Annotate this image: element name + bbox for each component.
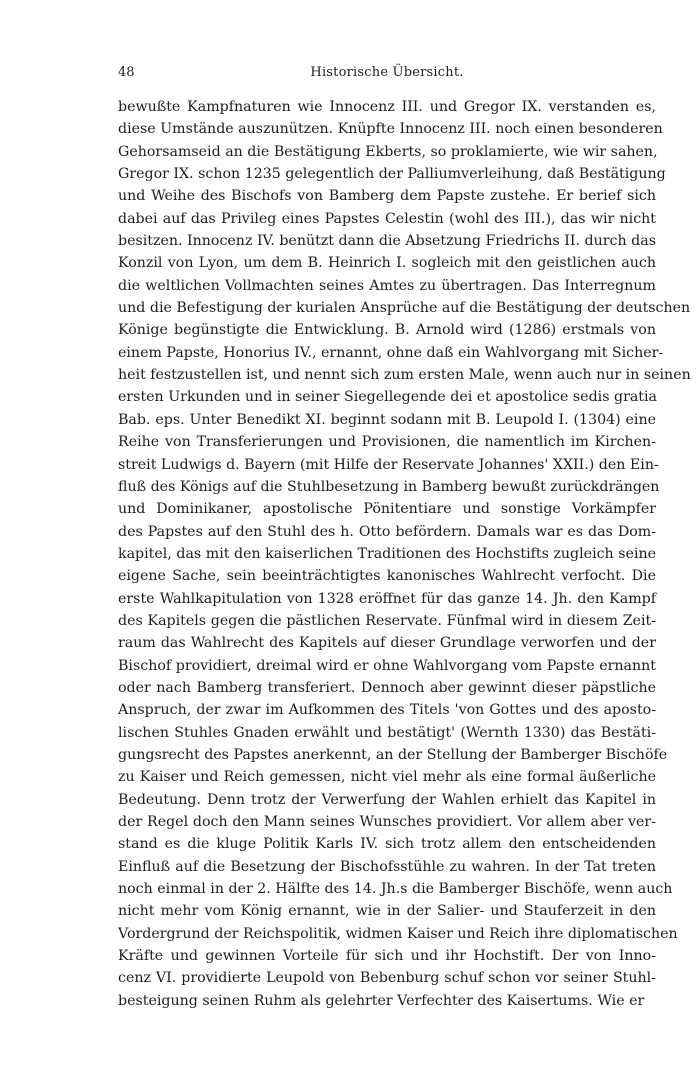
text-line: Gregor IX. schon 1235 gelegentlich der Palliumverleihung, daß Bestätigung [118, 166, 666, 183]
text-line: diese Umstände auszunützen. Knüpfte Innocenz III. noch einen besonderen [118, 121, 663, 138]
text-line: Anspruch, der zwar im Aufkommen des Titels 'von Gottes und des aposto- [118, 702, 656, 719]
text-line: noch einmal in der 2. Hälfte des 14. Jh.s die Bamberger Bischöfe, wenn auch [118, 881, 673, 898]
text-line: nicht mehr vom König ernannt, wie in der Salier- und Stauferzeit in den [118, 903, 656, 920]
text-line: dabei auf das Privileg eines Papstes Celestin (wohl des III.), das wir nicht [118, 210, 656, 227]
body-text [118, 96, 691, 1012]
text-line: eigene Sache, sein beeinträchtigtes kanonisches Wahlrecht verfocht. Die [118, 568, 656, 585]
text-line: Bedeutung. Denn trotz der Verwerfung der Wahlen erhielt das Kapitel in [118, 791, 656, 808]
text-line: zu Kaiser und Reich gemessen, nicht viel mehr als eine formal äußerliche [118, 769, 656, 786]
text-line: Konzil von Lyon, um dem B. Heinrich I. sogleich mit den geistlichen auch [118, 255, 656, 272]
text-line: oder nach Bamberg transferiert. Dennoch aber gewinnt dieser päpstliche [118, 679, 656, 696]
text-line: cenz VI. providierte Leupold von Bebenburg schuf schon vor seiner Stuhl- [118, 970, 656, 987]
page-number: 48 [118, 65, 135, 80]
text-line: gungsrecht des Papstes anerkennt, an der Stellung der Bamberger Bischöfe [118, 746, 668, 763]
text-line: stand es die kluge Politik Karls IV. sich trotz allem den entscheidenden [118, 836, 656, 853]
text-line: erste Wahlkapitulation von 1328 eröffnet für das ganze 14. Jh. den Kampf [118, 590, 656, 607]
text-line: und die Befestigung der kurialen Ansprüche auf die Bestätigung der deutschen [118, 300, 691, 317]
text-line: ersten Urkunden und in seiner Siegellegende dei et apostolice sedis gratia [118, 389, 658, 406]
text-line: Bab. eps. Unter Benedikt XI. beginnt sodann mit B. Leupold I. (1304) eine [118, 411, 656, 428]
text-line: raum das Wahlrecht des Kapitels auf dieser Grundlage verworfen und der [118, 635, 656, 652]
text-line: Vordergrund der Reichspolitik, widmen Kaiser und Reich ihre diplomatischen [118, 925, 678, 942]
text-line: lischen Stuhles Gnaden erwählt und bestätigt' (Wernth 1330) das Bestäti- [118, 724, 656, 741]
text-line: heit festzustellen ist, und nennt sich zum ersten Male, wenn auch nur in seinen [118, 367, 691, 384]
text-line: bewußte Kampfnaturen wie Innocenz III. und Gregor IX. verstanden es, [118, 99, 656, 115]
text-line: der Regel doch den Mann seines Wunsches providiert. Vor allem aber ver- [118, 814, 656, 830]
text-line: Kräfte und gewinnen Vorteile für sich und ihr Hochstift. Der von Inno- [118, 948, 656, 965]
text-line: des Kapitels gegen die pästlichen Reservate. Fünfmal wird in diesem Zeit- [118, 612, 656, 629]
text-line: Gehorsamseid an die Bestätigung Ekberts, so proklamierte, wie wir sahen, [118, 143, 658, 160]
text-line: Einfluß auf die Besetzung der Bischofsstühle zu wahren. In der Tat treten [118, 858, 656, 875]
text-line: besitzen. Innocenz IV. benützt dann die Absetzung Friedrichs II. durch das [118, 233, 656, 250]
text-line: Bischof providiert, dreimal wird er ohne Wahlvorgang vom Papste ernannt [118, 657, 656, 674]
running-head: Historische Übersicht. [310, 65, 464, 80]
text-line: Reihe von Transferierungen und Provisionen, die namentlich im Kirchen- [118, 434, 656, 451]
text-line: und Weihe des Bischofs von Bamberg dem Papste zustehe. Er berief sich [118, 188, 656, 205]
text-line: einem Papste, Honorius IV., ernannt, ohne daß ein Wahlvorgang mit Sicher- [118, 344, 664, 361]
text-line: fluß des Königs auf die Stuhlbesetzung in Bamberg bewußt zurückdrängen [118, 478, 660, 495]
text-line: streit Ludwigs d. Bayern (mit Hilfe der Reservate Johannes' XXII.) den Ein- [118, 456, 659, 473]
text-line: Könige begünstigte die Entwicklung. B. Arnold wird (1286) erstmals von [118, 322, 656, 339]
text-line: die weltlichen Vollmachten seines Amtes zu übertragen. Das Interregnum [118, 277, 656, 294]
text-line: und Dominikaner, apostolische Pönitentiare und sonstige Vorkämpfer [118, 501, 656, 518]
page-header [118, 62, 656, 84]
text-line: des Papstes auf den Stuhl des h. Otto befördern. Damals war es das Dom- [118, 523, 656, 540]
text-line: kapitel, das mit den kaiserlichen Traditionen des Hochstifts zugleich seine [118, 545, 656, 562]
text-line: besteigung seinen Ruhm als gelehrter Verfechter des Kaisertums. Wie er [118, 992, 645, 1009]
